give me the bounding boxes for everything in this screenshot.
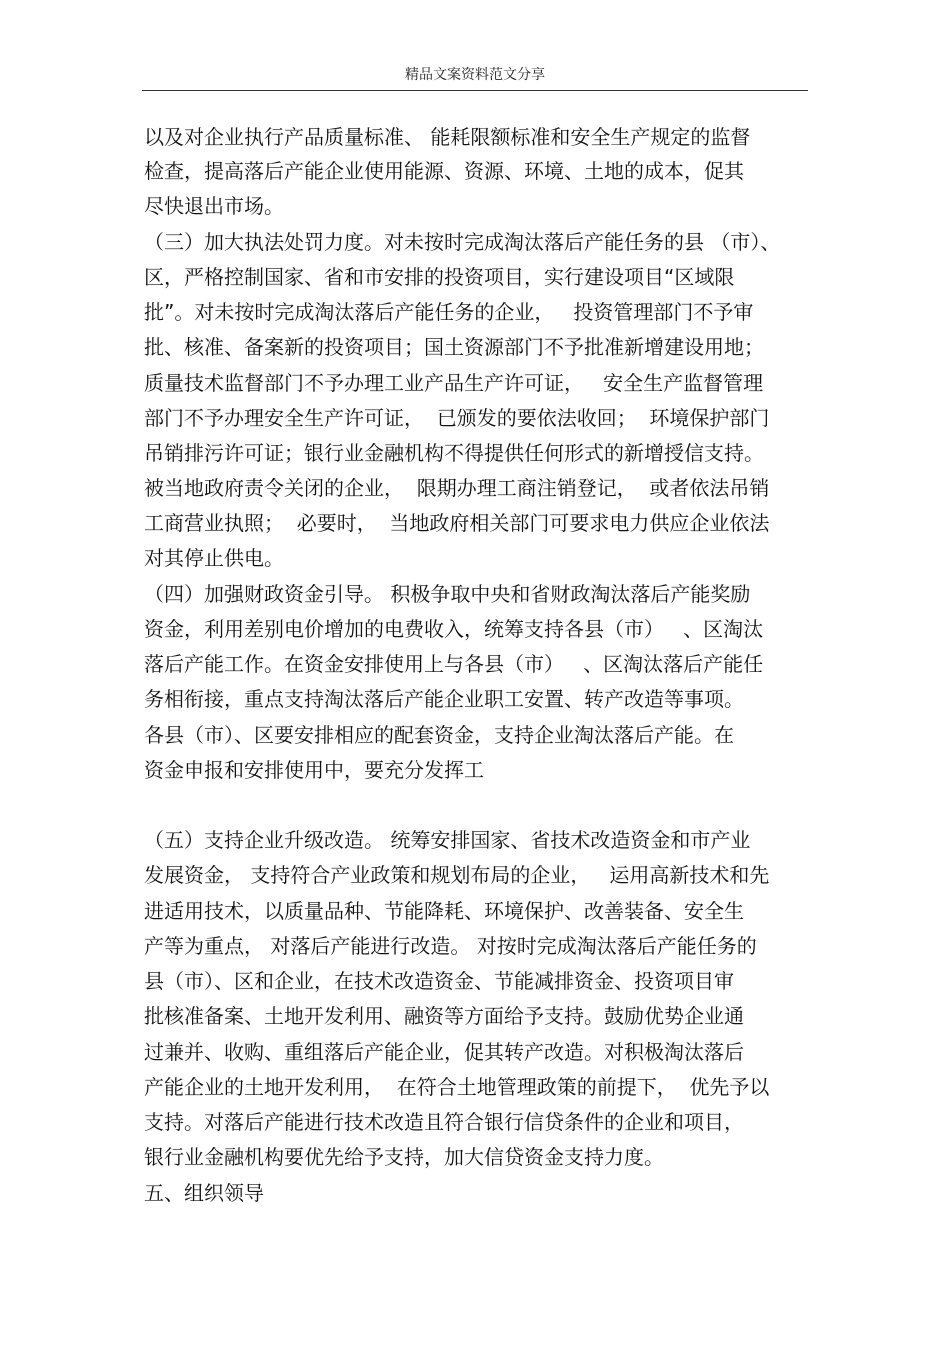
text-line: 产等为重点， 对落后产能进行改造。 对按时完成淘汰落后产能任务的 xyxy=(144,934,757,958)
text-line: 吊销排污许可证；银行业金融机构不得提供任何形式的新增授信支持。 xyxy=(144,441,764,465)
text-line: 过兼并、收购、重组落后产能企业，促其转产改造。对积极淘汰落后 xyxy=(144,1040,744,1064)
text-line: 区，严格控制国家、省和市安排的投资项目，实行建设项目“区域限 xyxy=(144,265,735,289)
text-line: 质量技术监督部门不予办理工业产品生产许可证， 安全生产监督管理 xyxy=(144,371,764,395)
text-line: 落后产能工作。在资金安排使用上与各县（市） 、区淘汰落后产能任 xyxy=(144,652,764,676)
text-line: 资金，利用差别电价增加的电费收入，统筹支持各县（市） 、区淘汰 xyxy=(144,617,764,641)
text-line: 发展资金， 支持符合产业政策和规划布局的企业， 运用高新技术和先 xyxy=(144,863,770,887)
text-line: （五）支持企业升级改造。 统筹安排国家、省技术改造资金和市产业 xyxy=(144,828,751,852)
text-line: 对其停止供电。 xyxy=(144,546,284,570)
text-line: 批”。对未按时完成淘汰落后产能任务的企业， 投资管理部门不予审 xyxy=(144,300,754,324)
text-line: 产能企业的土地开发利用， 在符合土地管理政策的前提下， 优先予以 xyxy=(144,1075,770,1099)
text-line: 资金申报和安排使用中，要充分发挥工 xyxy=(144,758,484,782)
text-line: （三）加大执法处罚力度。对未按时完成淘汰落后产能任务的县 （市）、 xyxy=(144,230,781,254)
text-line: 支持。对落后产能进行技术改造且符合银行信贷条件的企业和项目， xyxy=(144,1110,744,1134)
text-line: 务相衔接，重点支持淘汰落后产能企业职工安置、转产改造等事项。 xyxy=(144,687,744,711)
text-line: 进适用技术，以质量品种、节能降耗、环境保护、改善装备、安全生 xyxy=(144,899,744,923)
section-heading: 五、组织领导 xyxy=(144,1181,264,1205)
text-line: 工商营业执照； 必要时， 当地政府相关部门可要求电力供应企业依法 xyxy=(144,511,770,535)
text-line: 被当地政府责令关闭的企业， 限期办理工商注销登记， 或者依法吊销 xyxy=(144,476,770,500)
text-line: 银行业金融机构要优先给予支持，加大信贷资金支持力度。 xyxy=(144,1145,664,1169)
text-line: 检查，提高落后产能企业使用能源、资源、环境、土地的成本，促其 xyxy=(144,159,744,183)
text-line: 各县（市）、区要安排相应的配套资金，支持企业淘汰落后产能。在 xyxy=(144,723,734,747)
text-line: 县（市）、区和企业，在技术改造资金、节能减排资金、投资项目审 xyxy=(144,969,734,993)
page-header: 精品文案资料范文分享 xyxy=(405,67,545,83)
text-line: 批、核准、备案新的投资项目；国土资源部门不予批准新增建设用地； xyxy=(144,335,764,359)
text-line: 以及对企业执行产品质量标准、 能耗限额标准和安全生产规定的监督 xyxy=(144,125,751,149)
header-divider xyxy=(142,90,808,91)
text-line: （四）加强财政资金引导。 积极争取中央和省财政淘汰落后产能奖励 xyxy=(144,582,751,606)
text-line: 尽快退出市场。 xyxy=(144,194,284,218)
text-line: 批核准备案、土地开发利用、融资等方面给予支持。鼓励优势企业通 xyxy=(144,1004,744,1028)
text-line: 部门不予办理安全生产许可证， 已颁发的要依法收回； 环境保护部门 xyxy=(144,406,770,430)
